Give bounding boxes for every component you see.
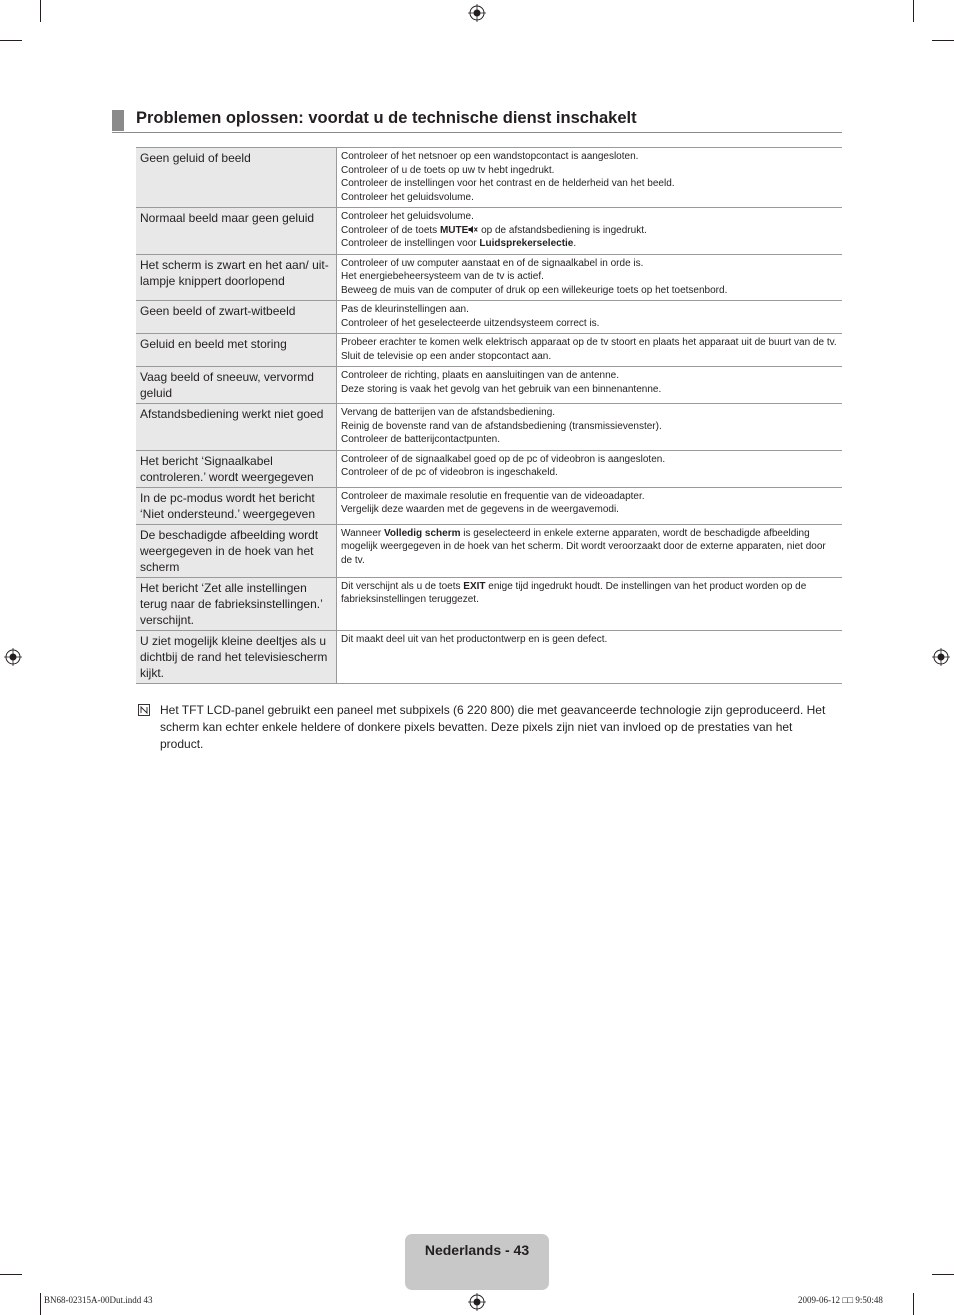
crop-mark [913, 1293, 914, 1315]
solution-cell [337, 450, 843, 487]
crop-mark [40, 1293, 41, 1315]
solution-cell [337, 301, 843, 334]
symptom-cell: Normaal beeld maar geen geluid [136, 208, 337, 255]
solution-line: Beweeg de muis van de computer of druk op een willekeurige toets op het toetsenbord. [341, 284, 728, 296]
solution-keyword: Luidsprekerselectie [479, 238, 574, 249]
registration-mark-icon [468, 1293, 486, 1311]
solution-line: Het energiebeheersysteem van de tv is actief. [341, 271, 544, 282]
table-row [136, 577, 842, 630]
solution-line: Controleer of u de toets op uw tv hebt ingedrukt. [341, 164, 555, 176]
table-row [136, 334, 842, 367]
symptom-cell: Geluid en beeld met storing [136, 334, 337, 367]
solution-line: Controleer of de pc of videobron is ingeschakeld. [341, 467, 558, 478]
print-slug-file: BN68-02315A-00Dut.indd 43 [44, 1295, 153, 1305]
table-row [136, 404, 842, 451]
table-row [136, 254, 842, 301]
solution-text: Dit verschijnt als u de toets [341, 580, 464, 592]
solution-cell [337, 487, 843, 524]
solution-cell [337, 148, 843, 208]
crop-mark [40, 0, 41, 22]
solution-text: . [573, 238, 577, 249]
solution-cell [337, 524, 843, 577]
solution-line: Deze storing is vaak het gevolg van het gebruik van een binnenantenne. [341, 383, 662, 395]
solution-line: Pas de kleurinstellingen aan. [341, 304, 469, 315]
solution-line: Controleer of uw computer aanstaat en of de signaalkabel in orde is. [341, 257, 644, 269]
solution-cell [337, 254, 843, 301]
solution-cell [337, 334, 843, 367]
symptom-cell: Het bericht ‘Zet alle instellingen terug naar de fabrieksinstellingen.’ verschijnt. [136, 577, 337, 630]
solution-line: Controleer de maximale resolutie en frequentie van de videoadapter. [341, 490, 645, 502]
solution-text: op de afstandsbediening is ingedrukt. [478, 224, 647, 236]
table-row [136, 487, 842, 524]
solution-line [341, 527, 838, 568]
solution-line: Controleer of het geselecteerde uitzendsysteem correct is. [341, 317, 600, 329]
title-accent-bar [112, 110, 124, 131]
crop-mark [0, 1274, 22, 1275]
symptom-cell: Geen geluid of beeld [136, 148, 337, 208]
print-slug-date: 2009-06-12 □□ 9:50:48 [798, 1295, 883, 1305]
solution-line: Controleer het geluidsvolume. [341, 191, 474, 203]
solution-line: Controleer het geluidsvolume. [341, 211, 474, 222]
note-icon [138, 704, 150, 716]
solution-cell [337, 577, 843, 630]
solution-line [341, 237, 838, 251]
solution-keyword: MUTE [439, 224, 469, 236]
symptom-cell: In de pc-modus wordt het bericht ‘Niet ondersteund.’ weergegeven [136, 487, 337, 524]
solution-keyword: Volledig scherm [383, 527, 461, 539]
table-row [136, 208, 842, 255]
table-row [136, 630, 842, 683]
registration-mark-icon [932, 648, 950, 666]
page-number-label: Nederlands - 43 [424, 1242, 530, 1258]
solution-text: Wanneer [341, 527, 384, 539]
section-header [112, 108, 842, 133]
solution-cell [337, 367, 843, 404]
solution-line: Controleer de batterijcontactpunten. [341, 434, 500, 445]
note-text: Het TFT LCD-panel gebruikt een paneel met subpixels (6 220 800) die met geavanceerde technologie zijn geproduceerd. Het scherm kan echter enkele heldere of donkere pixels bevatten. Deze pixels zijn niet van invloed op de prestaties van het product. [160, 703, 826, 751]
solution-line: Controleer of het netsnoer op een wandstopcontact is aangesloten. [341, 151, 639, 162]
solution-line: Vergelijk deze waarden met de gegevens in de weergavemodi. [341, 504, 619, 515]
table-row [136, 367, 842, 404]
solution-text: is geselecteerd in enkele externe apparaten, wordt de beschadigde afbeelding mogelijk weergegeven in de hoek van het scherm. Dit wordt veroorzaakt door de externe apparaten, niet door de tv. [341, 527, 826, 566]
symptom-cell: Vaag beeld of sneeuw, vervormd geluid [136, 367, 337, 404]
symptom-cell: De beschadigde afbeelding wordt weergegeven in de hoek van het scherm [136, 524, 337, 577]
solution-text: Controleer de instellingen voor [341, 238, 480, 249]
page-title: Problemen oplossen: voordat u de technische dienst inschakelt [136, 109, 637, 127]
solution-line: Probeer erachter te komen welk elektrisch apparaat op de tv stoort en plaats het apparaat uit de buurt van de tv. [341, 337, 837, 348]
table-row [136, 301, 842, 334]
symptom-cell: Het scherm is zwart en het aan/ uit-lampje knippert doorlopend [136, 254, 337, 301]
note-block [138, 702, 838, 753]
table-row [136, 450, 842, 487]
registration-mark-icon [4, 648, 22, 666]
solution-text: Controleer of de toets [341, 224, 440, 236]
troubleshooting-table-body [136, 148, 842, 684]
solution-line: Dit maakt deel uit van het productontwerp en is geen defect. [341, 633, 608, 645]
speaker-mute-icon [468, 225, 478, 234]
crop-mark [0, 40, 22, 41]
crop-mark [932, 40, 954, 41]
table-row [136, 148, 842, 208]
solution-keyword: EXIT [463, 580, 486, 592]
solution-line [341, 224, 838, 238]
solution-line: Controleer de instellingen voor het contrast en de helderheid van het beeld. [341, 178, 675, 189]
symptom-cell: Afstandsbediening werkt niet goed [136, 404, 337, 451]
symptom-cell: Het bericht ‘Signaalkabel controleren.’ wordt weergegeven [136, 450, 337, 487]
page-number-tab [405, 1234, 549, 1290]
solution-line: Sluit de televisie op een ander stopcontact aan. [341, 350, 552, 362]
solution-line: Controleer of de signaalkabel goed op de pc of videobron is aangesloten. [341, 453, 666, 465]
registration-mark-icon [468, 4, 486, 22]
solution-line [341, 580, 838, 607]
crop-mark [932, 1274, 954, 1275]
solution-line: Reinig de bovenste rand van de afstandsbediening (transmissievenster). [341, 420, 662, 432]
crop-mark [913, 0, 914, 22]
table-row [136, 524, 842, 577]
troubleshooting-table [136, 147, 842, 684]
solution-cell [337, 404, 843, 451]
solution-line: Vervang de batterijen van de afstandsbediening. [341, 407, 556, 418]
solution-text: enige tijd ingedrukt houdt. De instellingen van het product worden op de fabrieksinstellingen teruggezet. [341, 580, 807, 605]
solution-cell [337, 208, 843, 255]
solution-line: Controleer de richting, plaats en aansluitingen van de antenne. [341, 370, 619, 381]
solution-cell [337, 630, 843, 683]
symptom-cell: U ziet mogelijk kleine deeltjes als u dichtbij de rand het televisiescherm kijkt. [136, 630, 337, 683]
symptom-cell: Geen beeld of zwart-witbeeld [136, 301, 337, 334]
